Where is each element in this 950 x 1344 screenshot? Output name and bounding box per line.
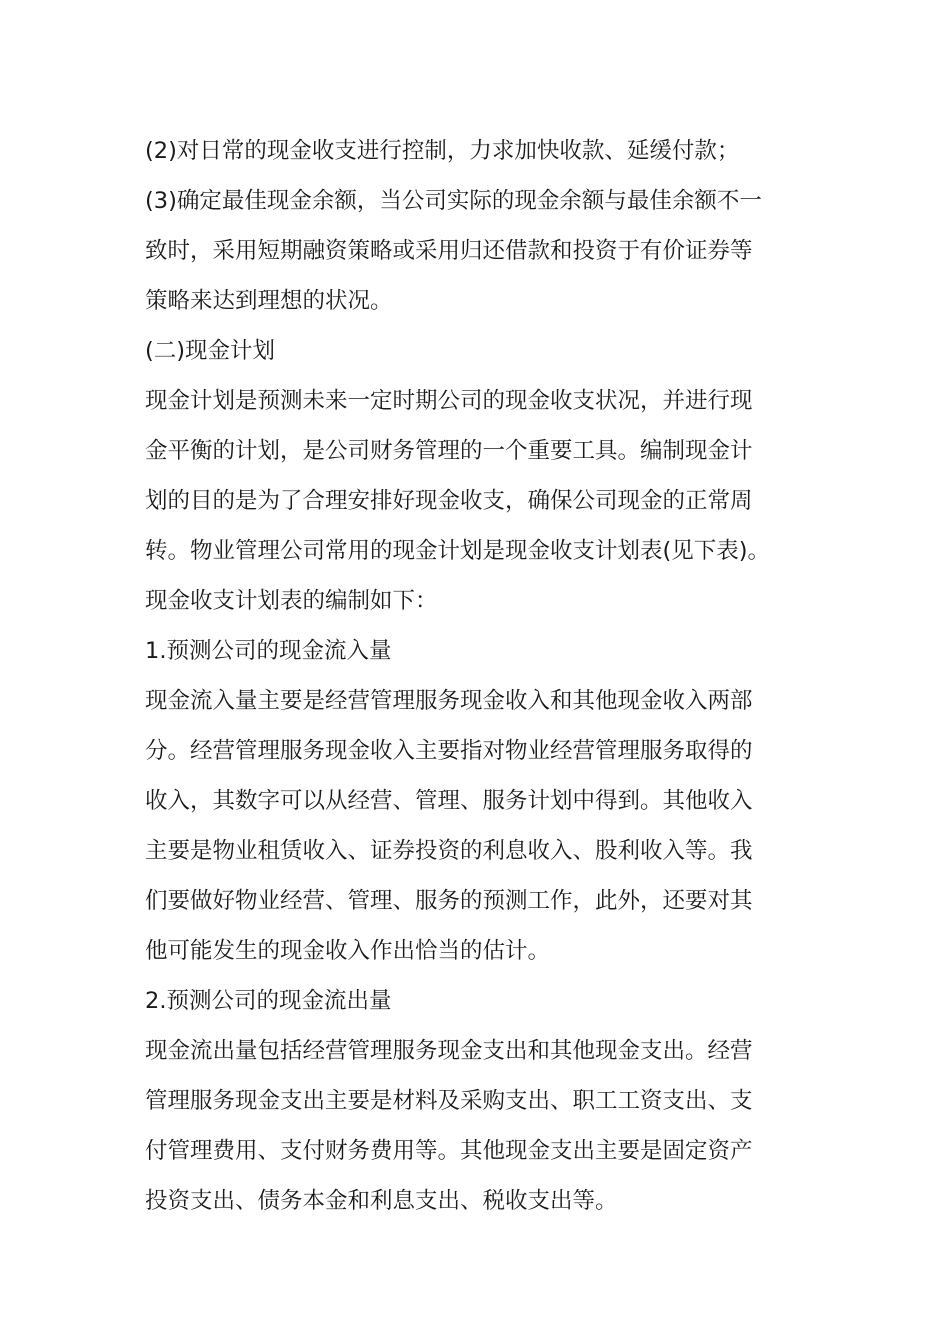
- paragraph-line: 现金收支计划表的编制如下：: [145, 588, 438, 614]
- paragraph-line: 他可能发生的现金收入作出恰当的估计。: [145, 938, 551, 964]
- paragraph-line: 现金流出量包括经营管理服务现金支出和其他现金支出。经营: [145, 1038, 753, 1064]
- paragraph-line: 致时，采用短期融资策略或采用归还借款和投资于有价证券等: [145, 238, 753, 264]
- paragraph-line: 管理服务现金支出主要是材料及采购支出、职工工资支出、支: [145, 1088, 753, 1114]
- paragraph-line: 现金计划是预测未来一定时期公司的现金收支状况，并进行现: [145, 388, 753, 414]
- paragraph-line: 们要做好物业经营、管理、服务的预测工作，此外，还要对其: [145, 888, 753, 914]
- paragraph-line: 转。物业管理公司常用的现金计划是现金收支计划表(见下表)。: [145, 538, 771, 564]
- paragraph-line: (3)确定最佳现金余额，当公司实际的现金余额与最佳余额不一: [145, 188, 762, 214]
- paragraph-line: 主要是物业租赁收入、证券投资的利息收入、股利收入等。我: [145, 838, 753, 864]
- paragraph-line: 现金流入量主要是经营管理服务现金收入和其他现金收入两部: [145, 688, 753, 714]
- document-body: [145, 126, 795, 1226]
- paragraph-line: 划的目的是为了合理安排好现金收支，确保公司现金的正常周: [145, 488, 753, 514]
- section-heading: (二)现金计划: [145, 338, 276, 364]
- paragraph-line: 策略来达到理想的状况。: [145, 288, 393, 314]
- paragraph-line: 金平衡的计划，是公司财务管理的一个重要工具。编制现金计: [145, 438, 753, 464]
- paragraph-line: (2)对日常的现金收支进行控制，力求加快收款、延缓付款；: [145, 138, 740, 164]
- subsection-heading: 2.预测公司的现金流出量: [145, 988, 392, 1014]
- paragraph-line: 分。经营管理服务现金收入主要指对物业经营管理服务取得的: [145, 738, 753, 764]
- paragraph-line: 收入，其数字可以从经营、管理、服务计划中得到。其他收入: [145, 788, 753, 814]
- paragraph-line: 投资支出、债务本金和利息支出、税收支出等。: [145, 1188, 618, 1214]
- subsection-heading: 1.预测公司的现金流入量: [145, 638, 392, 664]
- paragraph-line: 付管理费用、支付财务费用等。其他现金支出主要是固定资产: [145, 1138, 753, 1164]
